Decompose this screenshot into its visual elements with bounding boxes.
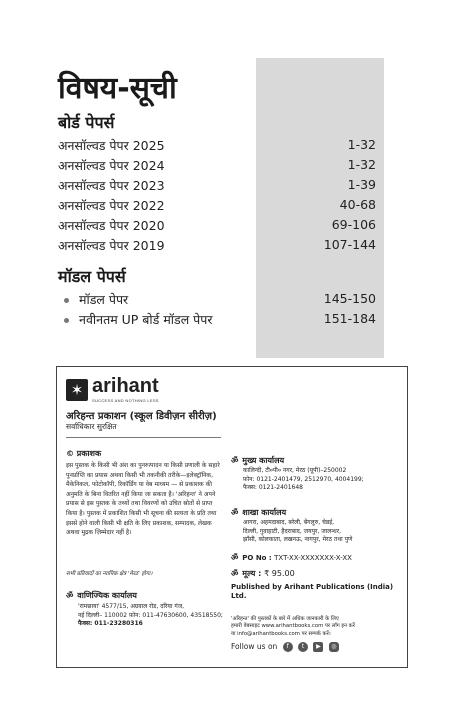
- info-note: 'अरिहन्त' की पुस्तकों के बारे में अधिक जानकारी के लिए हमारी वेबसाइट www.arihantbooks.com पर लॉग इन करें या info@arihantbooks.com पर सम्पर्क करें।: [231, 616, 355, 637]
- om-icon: ॐ: [66, 591, 74, 600]
- star-logo-icon: ✶: [66, 379, 88, 401]
- brand-tagline: SUCCESS AND NOTHING LESS: [92, 398, 159, 403]
- published-by: Published by Arihant Publications (India) Ltd.: [231, 583, 394, 600]
- commercial-office-address: 'रामछाया' 4577/15, अग्रवाल रोड, दरिया गंज, नई दिल्ली– 110002 फ़ोन: 011-47630600, 43518550; फैक्स: 011-23280316: [78, 603, 223, 628]
- toc-row[interactable]: [58, 177, 382, 194]
- board-papers-heading: बोर्ड पेपर्स: [58, 113, 115, 132]
- toc-label: अनसॉल्वड पेपर 2020: [58, 218, 165, 233]
- imprint-box: [56, 366, 408, 668]
- page-title: विषय-सूची: [58, 71, 177, 106]
- om-icon: ॐ: [231, 553, 239, 562]
- toc-row[interactable]: [58, 137, 382, 154]
- toc-pages: 69-106: [331, 217, 376, 232]
- rights-reserved: सर्वाधिकार सुरक्षित: [66, 422, 117, 431]
- copyright-paragraph: इस पुस्तक के किसी भी अंश का पुनरुत्पादन या किसी प्रणाली के सहारे पुनर्प्राप्ति का प्रयास अथवा किसी भी तकनीकी तरीके—इलेक्ट्रॉनिक, मैकेनिकल, फोटोकॉपी, रिकॉर्डिंग या वेब माध्यम — से प्रकाशक की अनुमति के बिना वितरित नहीं किया जा सकता है। 'अरिहन्त' ने अपने प्रयास से इस पुस्तक के तथ्यों तथा विवरणों को उचित स्रोतों से प्राप्त किया है। पुस्तक में प्रकाशित किसी भी सूचना की सत्यता के प्रति तथा इससे होने वाली किसी भी क्षति के लिए प्रकाशक, सम्पादक, लेखक अथवा मुद्रक ज़िम्मेदार नहीं है।: [66, 462, 220, 537]
- om-icon: ॐ: [231, 456, 239, 465]
- commercial-office-heading: ॐ वाणिज्यिक कार्यालय: [66, 591, 137, 600]
- toc-label: अनसॉल्वड पेपर 2019: [58, 238, 165, 253]
- jurisdiction-note: सभी प्रतिवादों का न्यायिक क्षेत्र 'मेरठ' होगा।: [66, 571, 153, 577]
- toc-pages: 107-144: [323, 237, 376, 252]
- follow-us: Follow us on f t ▶ ◎: [231, 642, 339, 652]
- toc-row[interactable]: [58, 157, 382, 174]
- toc-label: अनसॉल्वड पेपर 2023: [58, 178, 165, 193]
- head-office-address: कालिन्दी, टी०पी० नगर, मेरठ (यूपी)–250002 फ़ोन: 0121-2401479, 2512970, 4004199; फैक्स: 0121-2401648: [243, 467, 364, 492]
- branch-office-heading: ॐ शाखा कार्यालय: [231, 508, 287, 517]
- facebook-icon[interactable]: f: [283, 642, 293, 652]
- toc-label: नवीनतम UP बोर्ड मॉडल पेपर: [79, 312, 213, 327]
- toc-row[interactable]: [64, 311, 382, 328]
- arihant-logo: [66, 375, 206, 403]
- model-papers-heading: मॉडल पेपर्स: [58, 267, 126, 286]
- toc-pages: 1-32: [347, 137, 376, 152]
- toc-pages: 151-184: [323, 311, 376, 326]
- publisher-name: अरिहन्त प्रकाशन (स्कूल डिवीज़न सीरीज़): [66, 411, 217, 422]
- bullet-icon: [64, 318, 69, 323]
- head-office-heading: ॐ मुख्य कार्यालय: [231, 456, 285, 465]
- toc-label: अनसॉल्वड पेपर 2022: [58, 198, 165, 213]
- toc-label: मॉडल पेपर: [79, 292, 129, 307]
- brand-name: arihant: [92, 375, 159, 397]
- divider: [66, 437, 221, 438]
- toc-row[interactable]: [64, 291, 382, 308]
- toc-row[interactable]: [58, 217, 382, 234]
- toc-row[interactable]: [58, 237, 382, 254]
- om-icon: ॐ: [231, 508, 239, 517]
- twitter-icon[interactable]: t: [298, 642, 308, 652]
- toc-label: अनसॉल्वड पेपर 2024: [58, 158, 165, 173]
- bullet-icon: [64, 298, 69, 303]
- toc-pages: 40-68: [339, 197, 376, 212]
- instagram-icon[interactable]: ◎: [329, 642, 339, 652]
- youtube-icon[interactable]: ▶: [313, 642, 323, 652]
- toc-row[interactable]: [58, 197, 382, 214]
- toc-pages: 1-39: [347, 177, 376, 192]
- po-number: ॐ PO No : TXT-XX-XXXXXXX-X-XX: [231, 553, 352, 562]
- om-icon: ॐ: [231, 569, 239, 578]
- price: ॐ मूल्य : ₹ 95.00: [231, 569, 295, 578]
- toc-pages: 1-32: [347, 157, 376, 172]
- toc-label: अनसॉल्वड पेपर 2025: [58, 138, 165, 153]
- toc-pages: 145-150: [323, 291, 376, 306]
- publisher-heading: © प्रकाशक: [66, 449, 102, 458]
- branch-office-list: आगरा, अहमदाबाद, बरेली, बेंगलुरु, चेन्नई, दिल्ली, गुवाहाटी, हैदराबाद, जयपुर, जालन्धर, झाँसी, कोलकाता, लखनऊ, नागपुर, मेरठ तथा पुणे: [243, 519, 353, 544]
